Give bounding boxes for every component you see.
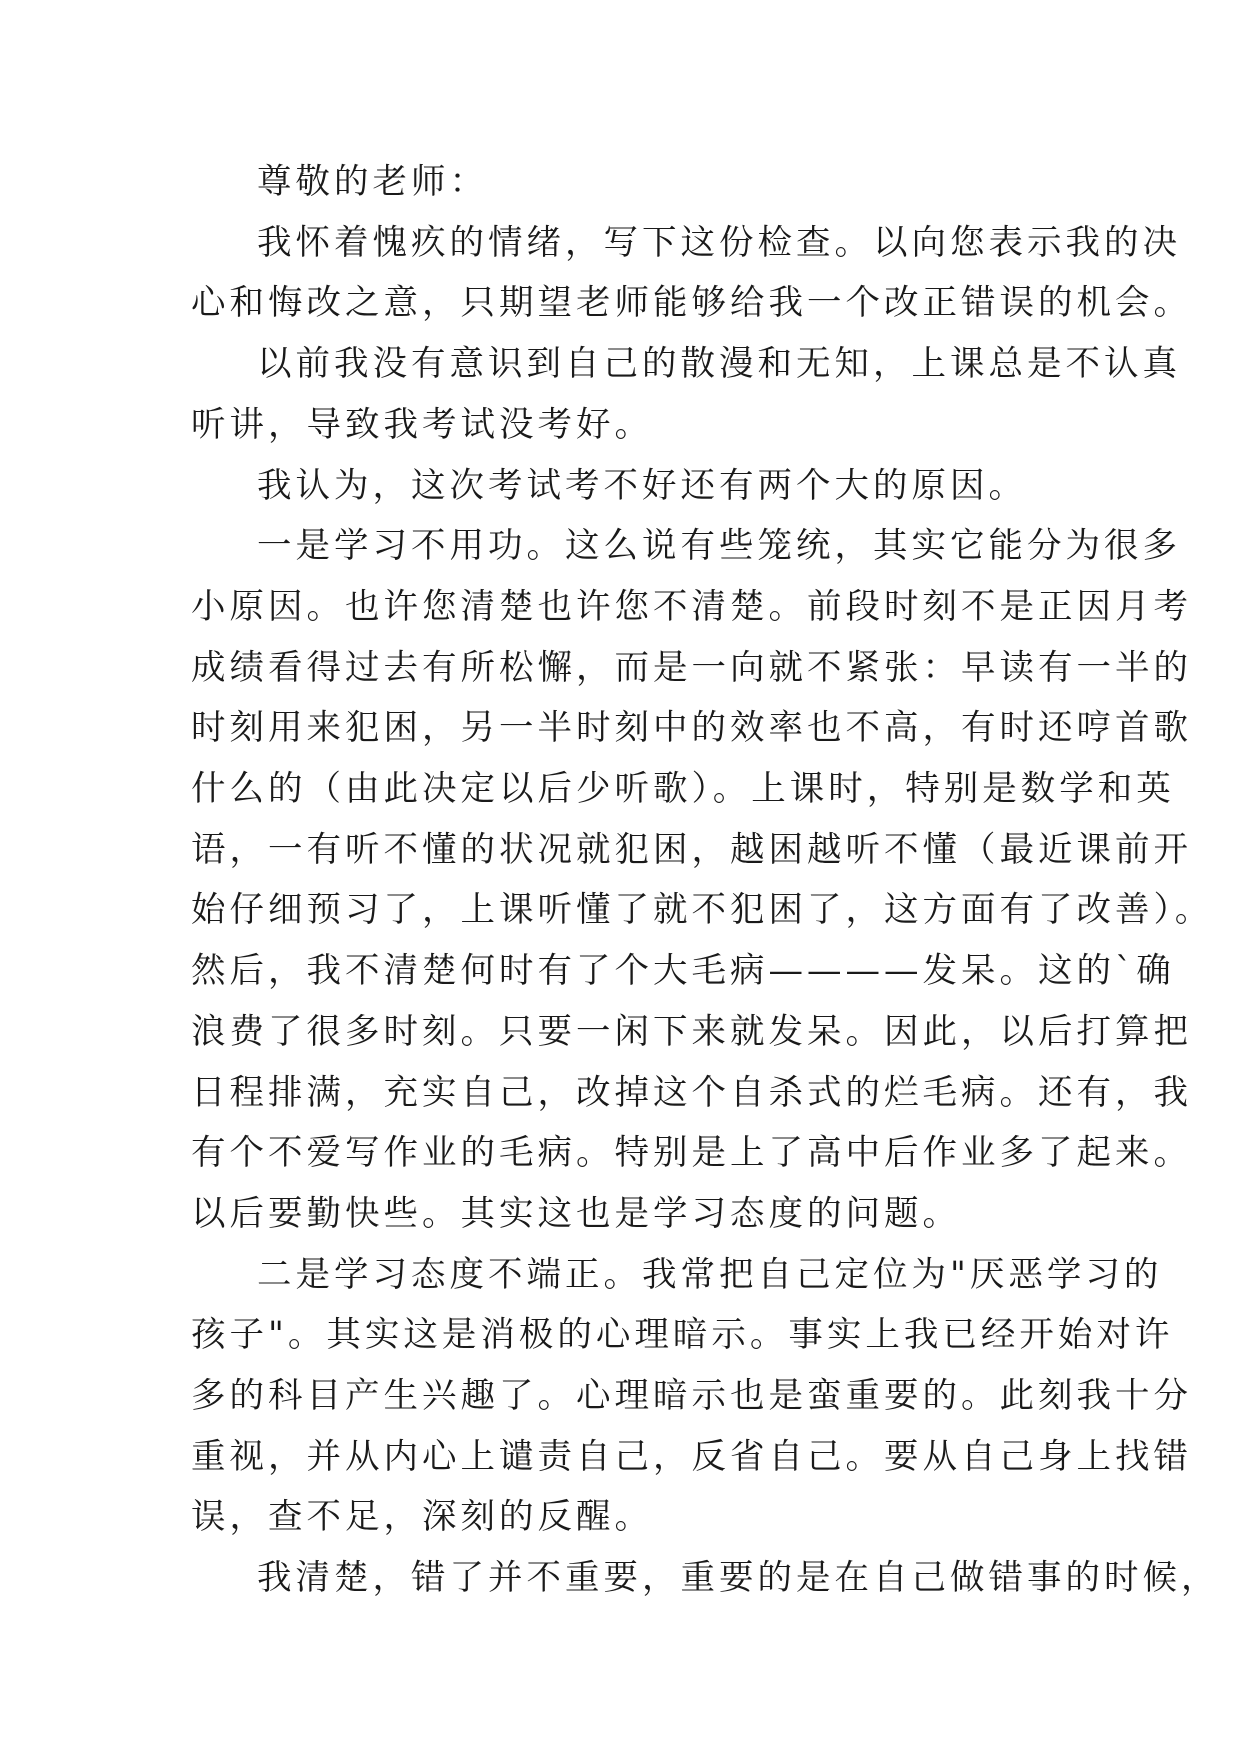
text-line: 心和悔改之意，只期望老师能够给我一个改正错误的机会。 xyxy=(191,283,1192,324)
text-line: 听讲，导致我考试没考好。 xyxy=(191,404,653,445)
text-line: 误，查不足，深刻的反醒。 xyxy=(191,1497,653,1538)
text-line: 语，一有听不懂的状况就犯困，越困越听不懂（最近课前开 xyxy=(191,829,1192,870)
letter-body xyxy=(191,152,1220,1609)
text-line: 尊敬的老师： xyxy=(257,162,488,202)
text-line: 我认为，这次考试考不好还有两个大的原因。 xyxy=(257,465,1027,506)
text-line: 什么的（由此决定以后少听歌）。上课时，特别是数学和英 xyxy=(191,769,1175,810)
text-line: 有个不爱写作业的毛病。特别是上了高中后作业多了起来。 xyxy=(191,1133,1192,1174)
text-line: 孩子"。其实这是消极的心理暗示。事实上我已经开始对许 xyxy=(191,1315,1174,1356)
text-line: 小原因。也许您清楚也许您不清楚。前段时刻不是正因月考 xyxy=(191,586,1192,627)
text-line: 日程排满，充实自己，改掉这个自杀式的烂毛病。还有，我 xyxy=(191,1072,1192,1113)
text-line: 然后，我不清楚何时有了个大毛病————发呆。这的`确 xyxy=(191,951,1175,992)
text-line: 二是学习态度不端正。我常把自己定位为"厌恶学习的 xyxy=(257,1254,1163,1295)
text-line: 一是学习不用功。这么说有些笼统，其实它能分为很多 xyxy=(257,526,1181,567)
text-line: 成绩看得过去有所松懈，而是一向就不紧张：早读有一半的 xyxy=(191,647,1192,688)
text-line: 以后要勤快些。其实这也是学习态度的问题。 xyxy=(191,1193,961,1234)
text-line: 浪费了很多时刻。只要一闲下来就发呆。因此，以后打算把 xyxy=(191,1011,1192,1052)
text-line: 我怀着愧疚的情绪，写下这份检查。以向您表示我的决 xyxy=(257,222,1181,263)
text-line: 我清楚，错了并不重要，重要的是在自己做错事的时候， xyxy=(257,1558,1220,1599)
text-line: 多的科目产生兴趣了。心理暗示也是蛮重要的。此刻我十分 xyxy=(191,1376,1192,1417)
text-line: 重视，并从内心上谴责自己，反省自己。要从自己身上找错 xyxy=(191,1436,1192,1477)
text-line: 时刻用来犯困，另一半时刻中的效率也不高，有时还哼首歌 xyxy=(191,708,1192,749)
text-line: 始仔细预习了，上课听懂了就不犯困了，这方面有了改善）。 xyxy=(191,890,1214,931)
text-line: 以前我没有意识到自己的散漫和无知，上课总是不认真 xyxy=(257,344,1181,385)
